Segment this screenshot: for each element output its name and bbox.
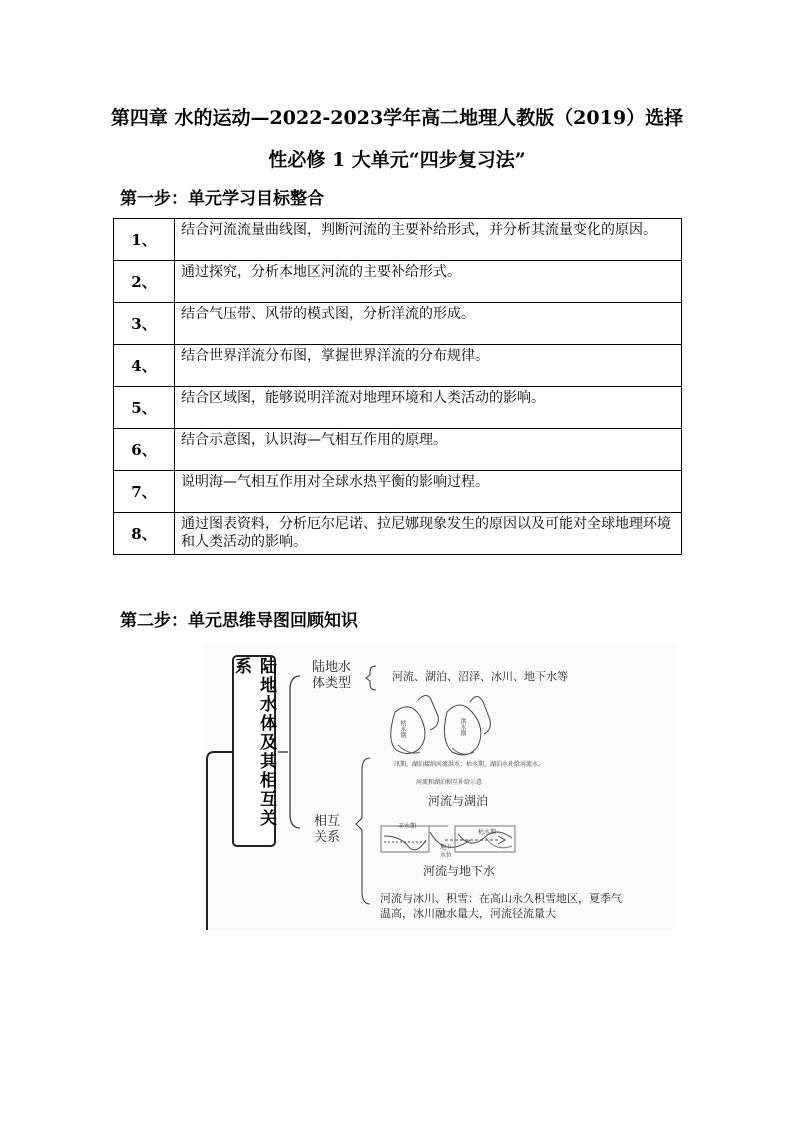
step2-heading: 第二步：单元思维导图回顾知识 bbox=[120, 611, 358, 631]
step1-heading: 第一步：单元学习目标整合 bbox=[120, 189, 324, 209]
glacier-text-line1: 河流与冰川、积雪：在高山永久积雪地区，夏季气 bbox=[380, 892, 622, 905]
goal-text: 通过图表资料，分析厄尔尼诺、拉尼娜现象发生的原因以及可能对全球地理环境和人类活动的影响。 bbox=[175, 513, 682, 555]
fig2-note-low: 枯水期 bbox=[478, 829, 497, 836]
page-title-line1: 第四章 水的运动—2022-2023学年高二地理人教版（2019）选择 bbox=[110, 107, 684, 129]
goal-row bbox=[114, 345, 682, 387]
branch1-content: 河流、湖泊、沼泽、冰川、地下水等 bbox=[392, 670, 568, 683]
fig2-caption: 河流与地下水 bbox=[423, 864, 496, 878]
glacier-text-line2: 温高，冰川融水量大，河流径流量大 bbox=[380, 907, 556, 920]
goal-number: 1、 bbox=[114, 219, 175, 261]
goal-row bbox=[114, 513, 682, 555]
goal-row bbox=[114, 219, 682, 261]
branch2-label: 相互关系 bbox=[314, 814, 341, 845]
goals-table bbox=[113, 218, 682, 555]
fig1-note-flood: 洪水期 bbox=[459, 718, 466, 736]
page-title-line2: 性必修 1 大单元“四步复习法” bbox=[268, 149, 526, 171]
goal-text: 结合区域图，能够说明洋流对地理环境和人类活动的影响。 bbox=[175, 387, 682, 429]
goal-text: 通过探究，分析本地区河流的主要补给形式。 bbox=[175, 261, 682, 303]
goal-number: 3、 bbox=[114, 303, 175, 345]
goal-text: 结合示意图，认识海—气相互作用的原理。 bbox=[175, 429, 682, 471]
fig2-note-groundwater: 地下水位 bbox=[440, 844, 453, 859]
goal-text: 结合世界洋流分布图，掌握世界洋流的分布规律。 bbox=[175, 345, 682, 387]
fig1-note-dry: 枯水期 bbox=[399, 720, 406, 738]
fig1-caption: 河流与湖泊 bbox=[428, 794, 489, 808]
goal-number: 6、 bbox=[114, 429, 175, 471]
goal-row bbox=[114, 387, 682, 429]
goal-row bbox=[114, 261, 682, 303]
mindmap-root-label: 陆地水体及其相互关系 bbox=[231, 657, 276, 828]
goal-number: 2、 bbox=[114, 261, 175, 303]
fig1-description: 汛期，湖泊接纳河流洪水；枯水期，湖泊水补给河流水。 bbox=[394, 761, 545, 768]
goal-row bbox=[114, 429, 682, 471]
mindmap-root bbox=[232, 655, 276, 847]
goal-number: 5、 bbox=[114, 387, 175, 429]
goal-row bbox=[114, 303, 682, 345]
goal-text: 结合河流流量曲线图，判断河流的主要补给形式，并分析其流量变化的原因。 bbox=[175, 219, 682, 261]
goal-number: 8、 bbox=[114, 513, 175, 555]
goal-number: 4、 bbox=[114, 345, 175, 387]
fig1-subtitle: 河流和湖泊相互补给示意 bbox=[416, 779, 483, 786]
goal-text: 说明海—气相互作用对全球水热平衡的影响过程。 bbox=[175, 471, 682, 513]
goal-row bbox=[114, 471, 682, 513]
goal-text: 结合气压带、风带的模式图，分析洋流的形成。 bbox=[175, 303, 682, 345]
goal-number: 7、 bbox=[114, 471, 175, 513]
fig2-note-high: 丰水期 bbox=[398, 823, 417, 830]
branch1-label: 陆地水体类型 bbox=[312, 660, 352, 691]
